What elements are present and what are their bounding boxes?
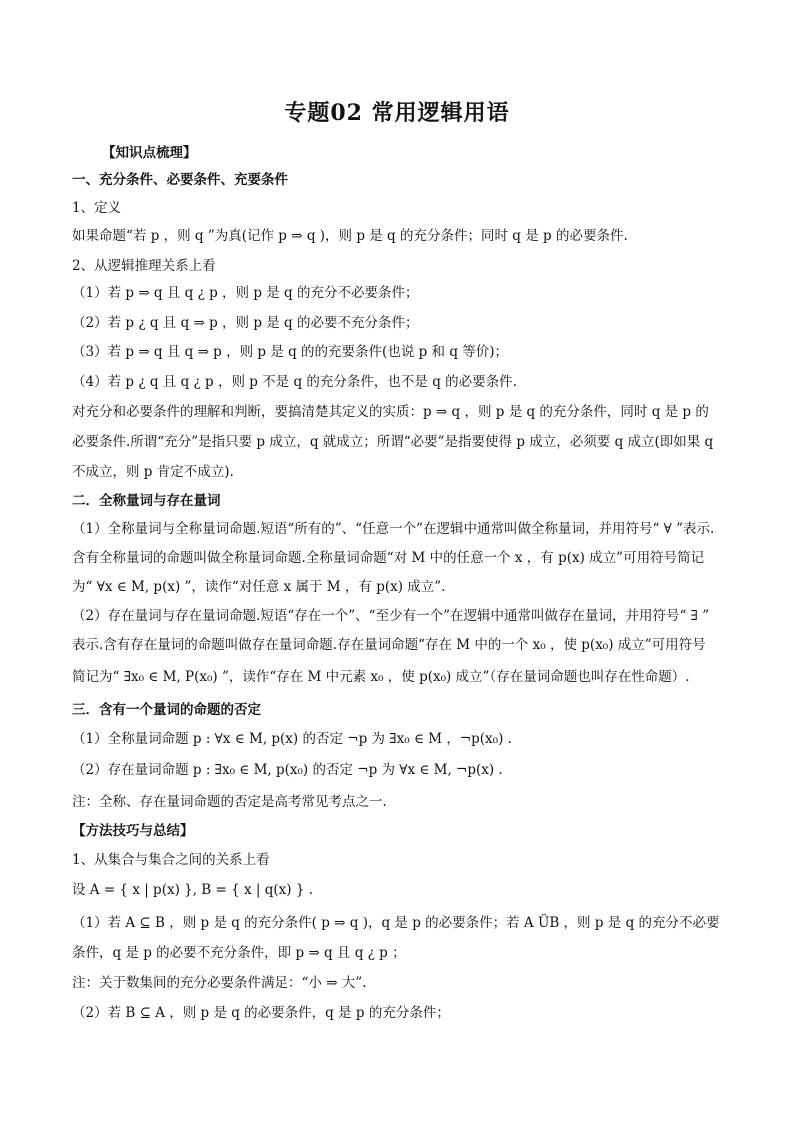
paragraph-line: 如果命题“若 p ，则 q ”为真(记作 p ⇒ q )，则 p 是 q 的充分条件；同时 q 是 p 的必要条件. [72,228,628,244]
section-heading-knowledge: 【知识点梳理】 [102,145,197,161]
paragraph-line: 含有全称量词的命题叫做全称量词命题.全称量词命题“对 M 中的任意一个 x ，有 p(x) 成立”可用符号简记 [72,550,705,566]
subheading-sets: 1、从集合与集合之间的关系上看 [72,852,270,868]
paragraph-line: 对充分和必要条件的理解和判断，要搞清楚其定义的实质：p ⇒ q ，则 p 是 q 的充分条件，同时 q 是 p 的 [72,404,709,420]
paragraph-line: （1）全称量词命题 p : ∀x ∈ M, p(x) 的否定 ¬p 为 ∃x₀ ∈ M ，¬p(x₀) . [72,731,512,747]
section-heading-2: 二．全称量词与存在量词 [72,493,221,509]
subheading-logic: 2、从逻辑推理关系上看 [72,258,216,274]
document-title: 专题02 常用逻辑用语 [284,100,510,126]
section-heading-methods: 【方法技巧与总结】 [72,823,194,839]
paragraph-line: （4）若 p ¿ q 且 q ¿ p ，则 p 不是 q 的充分条件，也不是 q 的必要条件. [72,374,517,390]
paragraph-line: （2）若 p ¿ q 且 q ⇒ p ，则 p 是 q 的必要不充分条件； [72,315,419,331]
paragraph-line: 表示.含有存在量词的命题叫做存在量词命题.存在量词命题“存在 M 中的一个 x₀ ，使 p(x₀) 成立”可用符号 [72,637,706,653]
paragraph-line: 必要条件.所谓“充分”是指只要 p 成立，q 就成立；所谓“必要”是指要使得 p 成立，必须要 q 成立(即如果 q [72,434,714,450]
paragraph-line: 设 A = { x | p(x) }, B = { x | q(x) } . [72,882,314,898]
section-heading-3: 三．含有一个量词的命题的否定 [72,702,261,718]
note-line: 注：全称、存在量词命题的否定是高考常见考点之一. [72,794,387,810]
note-line: 注：关于数集间的充分必要条件满足：“小 ⇒ 大”. [72,975,367,991]
paragraph-line: （2）存在量词与存在量词命题.短语“存在一个”、“至少有一个”在逻辑中通常叫做存在量词，并用符号“ ∃ ” [72,608,710,624]
paragraph-line: （1）全称量词与全称量词命题.短语“所有的”、“任意一个”在逻辑中通常叫做全称量词，并用符号“ ∀ ”表示. [72,521,715,537]
paragraph-line: 为“ ∀x ∈ M, p(x) ”，读作“对任意 x 属于 M ，有 p(x) 成立”. [72,579,446,595]
paragraph-line: （2）若 B ⊆ A ，则 p 是 q 的必要条件，q 是 p 的充分条件； [72,1005,450,1021]
paragraph-line: （1）若 p ⇒ q 且 q ¿ p ，则 p 是 q 的充分不必要条件； [72,285,419,301]
paragraph-line: （1）若 A ⊆ B ，则 p 是 q 的充分条件( p ⇒ q )，q 是 p 的必要条件；若 A ÜB ，则 p 是 q 的充分不必要 [72,915,720,931]
paragraph-line: 条件，q 是 p 的必要不充分条件，即 p ⇒ q 且 q ¿ p ； [72,945,406,961]
section-heading-1: 一、充分条件、必要条件、充要条件 [72,172,288,188]
paragraph-line: 简记为“ ∃x₀ ∈ M, P(x₀) ”，读作“存在 M 中元素 x₀ ，使 p(x₀) 成立”（存在量词命题也叫存在性命题）. [72,669,690,685]
paragraph-line: （3）若 p ⇒ q 且 q ⇒ p ，则 p 是 q 的的充要条件(也说 p 和 q 等价)； [72,344,509,360]
subheading-definition: 1、定义 [72,200,122,216]
paragraph-line: （2）存在量词命题 p : ∃x₀ ∈ M, p(x₀) 的否定 ¬p 为 ∀x ∈ M, ¬p(x) . [72,762,503,778]
paragraph-line: 不成立，则 p 肯定不成立). [72,464,234,480]
